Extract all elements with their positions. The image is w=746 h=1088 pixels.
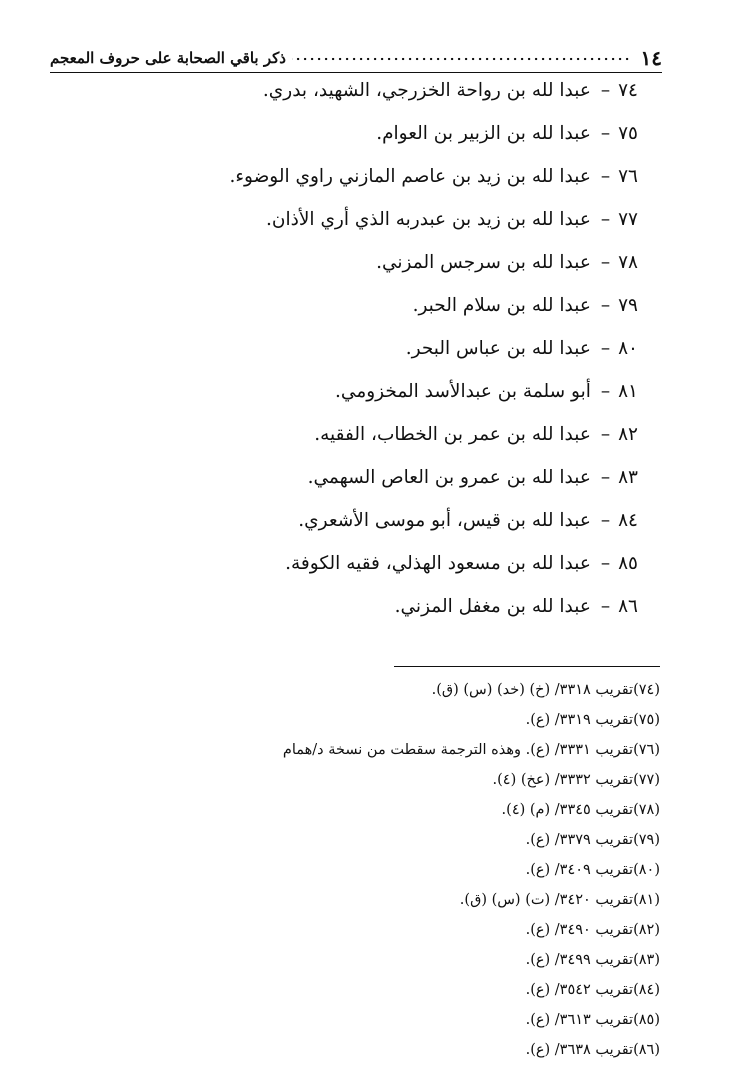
list-item — [98, 205, 638, 248]
footnote: (٨٦)تقريب ٣٦٣٨/ (ع). — [525, 1042, 660, 1058]
entry-text: عبدا لله بن عمر بن الخطاب، الفقيه. — [314, 424, 591, 445]
footnote: (٧٨)تقريب ٣٣٤٥/ (م) (٤). — [501, 802, 660, 818]
list-item — [98, 592, 638, 635]
footnote: (٨١)تقريب ٣٤٢٠/ (ت) (س) (ق). — [459, 892, 660, 908]
entry-number: ٧٨ — [618, 252, 638, 273]
entry-dash: – — [600, 510, 611, 531]
entry-dash: – — [600, 252, 611, 273]
footnote: (٧٤)تقريب ٣٣١٨/ (خ) (خد) (س) (ق). — [431, 682, 660, 698]
list-item — [98, 162, 638, 205]
footnote: (٧٧)تقريب ٣٣٣٢/ (عخ) (٤). — [492, 772, 660, 788]
entry-text: عبدا لله بن الزبير بن العوام. — [376, 123, 591, 144]
footnote: (٨٠)تقريب ٣٤٠٩/ (ع). — [525, 862, 660, 878]
entry-number: ٨٦ — [618, 596, 638, 617]
entry-text: عبدا لله بن سرجس المزني. — [376, 252, 591, 273]
entry-dash: – — [600, 80, 611, 101]
entry-number: ٨٠ — [618, 338, 638, 359]
entry-dash: – — [600, 338, 611, 359]
list-item — [98, 291, 638, 334]
entry-text: عبدا لله بن مسعود الهذلي، فقيه الكوفة. — [285, 553, 591, 574]
entry-text: أبو سلمة بن عبدالأسد المخزومي. — [335, 381, 591, 402]
entry-dash: – — [600, 166, 611, 187]
entry-dash: – — [600, 295, 611, 316]
entry-text: عبدا لله بن رواحة الخزرجي، الشهيد، بدري. — [262, 80, 591, 101]
entry-number: ٧٦ — [618, 166, 638, 187]
footnote: (٧٩)تقريب ٣٣٧٩/ (ع). — [525, 832, 660, 848]
entry-text: عبدا لله بن زيد بن عبدربه الذي أري الأذان. — [266, 209, 591, 230]
footnote: (٨٥)تقريب ٣٦١٣/ (ع). — [525, 1012, 660, 1028]
entry-text: عبدا لله بن زيد بن عاصم المازني راوي الوضوء. — [229, 166, 591, 187]
header-title: ذكر باقي الصحابة على حروف المعجم — [50, 49, 286, 67]
entry-number: ٨٤ — [618, 510, 638, 531]
footnote: (٨٣)تقريب ٣٤٩٩/ (ع). — [525, 952, 660, 968]
entry-dash: – — [600, 209, 611, 230]
entry-dash: – — [600, 596, 611, 617]
entry-dash: – — [600, 424, 611, 445]
list-item — [98, 506, 638, 549]
list-item — [98, 549, 638, 592]
running-header — [50, 42, 662, 73]
footnote: (٨٢)تقريب ٣٤٩٠/ (ع). — [525, 922, 660, 938]
header-dot-leader — [292, 55, 631, 63]
list-item — [98, 377, 638, 420]
entry-dash: – — [600, 467, 611, 488]
entry-dash: – — [600, 381, 611, 402]
list-item — [98, 248, 638, 291]
entry-text: عبدا لله بن مغفل المزني. — [394, 596, 591, 617]
entry-text: عبدا لله بن سلام الحبر. — [412, 295, 591, 316]
entry-number: ٧٥ — [618, 123, 638, 144]
entry-text: عبدا لله بن عمرو بن العاص السهمي. — [307, 467, 591, 488]
entry-number: ٧٩ — [618, 295, 638, 316]
entry-number: ٧٧ — [618, 209, 638, 230]
footnote: (٨٤)تقريب ٣٥٤٢/ (ع). — [525, 982, 660, 998]
footnotes-list — [100, 676, 660, 1066]
entry-text: عبدا لله بن عباس البحر. — [405, 338, 591, 359]
footnote: (٧٦)تقريب ٣٣٣١/ (ع). وهذه الترجمة سقطت من نسخة د/همام — [282, 742, 660, 758]
list-item — [98, 334, 638, 377]
entry-text: عبدا لله بن قيس، أبو موسى الأشعري. — [298, 510, 591, 531]
footnote-divider — [394, 666, 660, 667]
entry-number: ٨١ — [618, 381, 638, 402]
entry-number: ٧٤ — [618, 80, 638, 101]
entry-dash: – — [600, 123, 611, 144]
entry-number: ٨٢ — [618, 424, 638, 445]
page-number: ١٤ — [640, 46, 662, 70]
entry-number: ٨٣ — [618, 467, 638, 488]
footnote: (٧٥)تقريب ٣٣١٩/ (ع). — [525, 712, 660, 728]
entry-number: ٨٥ — [618, 553, 638, 574]
list-item — [98, 463, 638, 506]
list-item — [98, 420, 638, 463]
list-item — [98, 119, 638, 162]
list-item — [98, 76, 638, 119]
entry-dash: – — [600, 553, 611, 574]
entries-list — [98, 76, 638, 635]
